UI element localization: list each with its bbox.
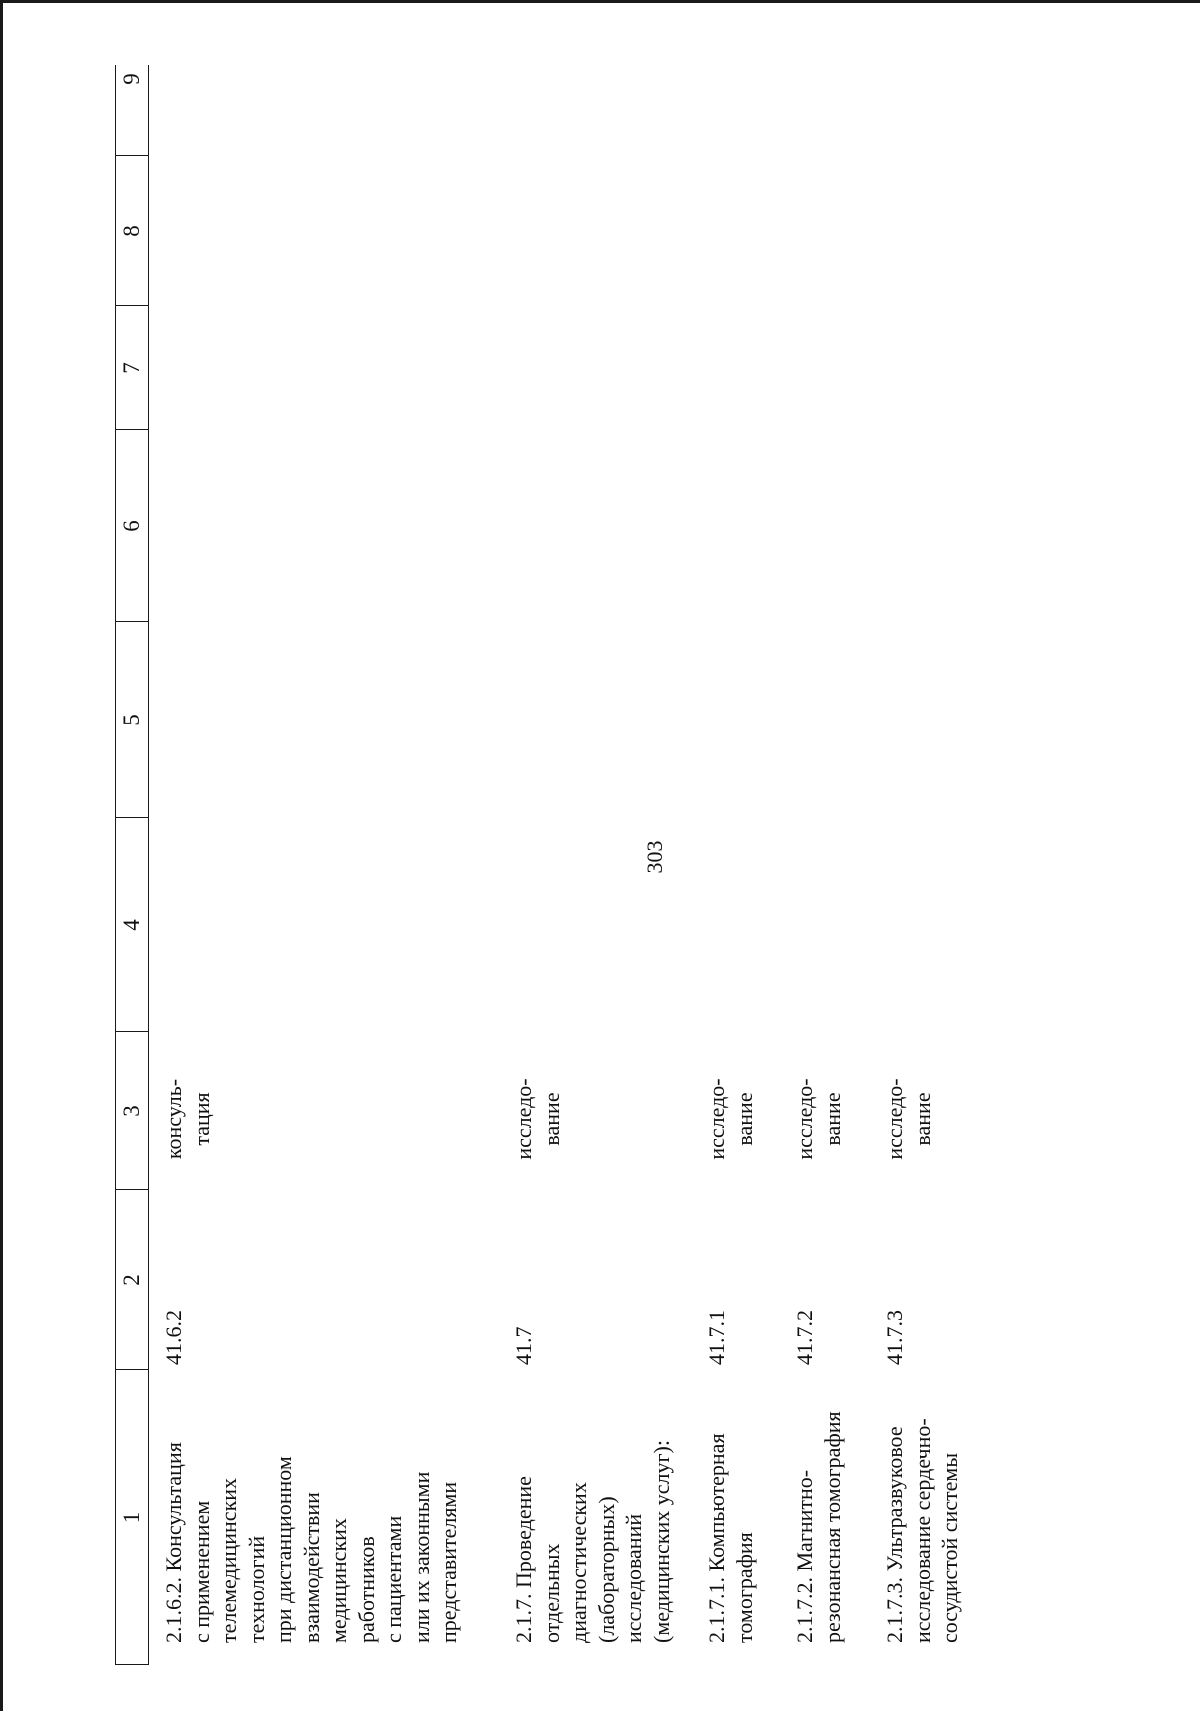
header-col-6: 6: [119, 520, 144, 532]
table-row-5-code: 41.7.3: [882, 1310, 907, 1365]
header-col-4: 4: [119, 919, 144, 931]
table-row-1-code: 41.6.2: [161, 1310, 186, 1365]
table-row-1-unit: консуль- тация: [161, 1078, 214, 1160]
rotated-table: [115, 65, 962, 1665]
header-col-10: [115, 0, 148, 2]
header-col-9: 9: [119, 73, 144, 85]
table-row-2-code: 41.7: [511, 1326, 536, 1365]
header-col-8: 8: [119, 225, 144, 237]
page-number: 303: [642, 840, 667, 874]
scan-border-top: [0, 0, 1200, 3]
table-row-2-name: 2.1.7. Проведение отдельных диагностических (лабораторных) исследований (медицинских услуг):: [511, 1440, 674, 1643]
header-col-1: 1: [119, 1511, 144, 1524]
header-col-3: 3: [119, 1105, 144, 1117]
table-header-bottom-line: [148, 65, 149, 1665]
table-row-2-unit: исследо- вание: [511, 1078, 564, 1160]
table-row-1-name: 2.1.6.2. Консультация с применением телемедицинских технологий при дистанционном взаимодействии медицинских работников с пациентами или их законными представителями: [161, 1442, 461, 1643]
table-row-5-unit: исследо- вание: [882, 1078, 935, 1160]
header-col-5: 5: [119, 714, 144, 726]
header-col-7: 7: [119, 362, 144, 374]
table-row-4-unit: исследо- вание: [792, 1078, 845, 1160]
table-row-5-name: 2.1.7.3. Ультразвуковое исследование сердечно- сосудистой системы: [882, 1418, 962, 1643]
table-row-3-name: 2.1.7.1. Компьютерная томография: [704, 1433, 757, 1643]
table-row-3-code: 41.7.1: [704, 1310, 729, 1365]
table-row-4-code: 41.7.2: [792, 1310, 817, 1365]
table-row-4-name: 2.1.7.2. Магнитно- резонансная томография: [792, 1411, 845, 1643]
scan-border-left: [0, 0, 3, 1711]
header-col-2: 2: [119, 1274, 144, 1286]
table-row-3-unit: исследо- вание: [704, 1078, 757, 1160]
